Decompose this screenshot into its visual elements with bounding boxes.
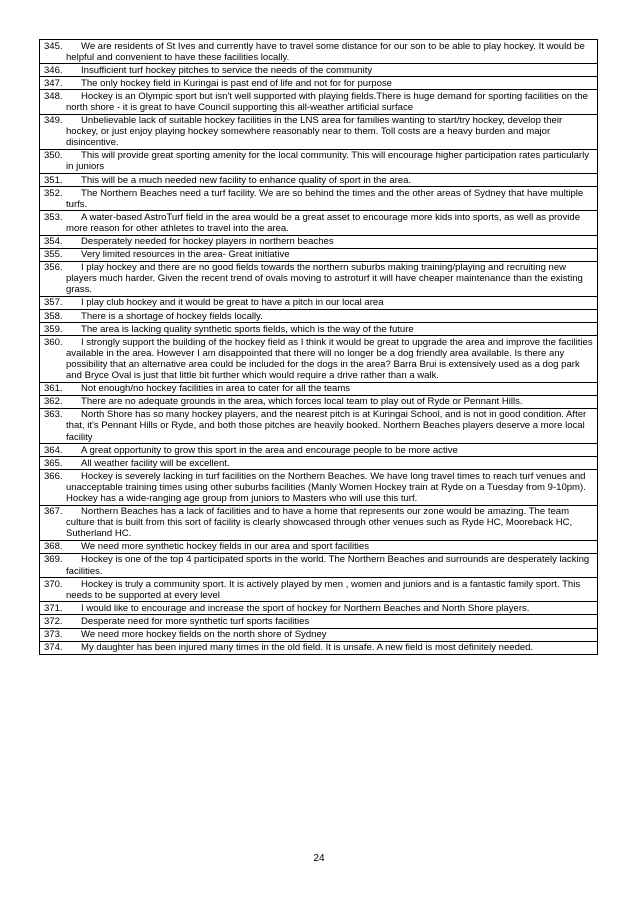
- table-row: [40, 336, 598, 382]
- response-text: Hockey is one of the top 4 participated sports in the world. The Northern Beaches and surrounds are desperately lacking facilities.: [66, 554, 590, 577]
- response-entry: [44, 212, 594, 234]
- table-row: [40, 149, 598, 173]
- table-row: [40, 457, 598, 470]
- response-entry: [44, 236, 594, 247]
- response-text: North Shore has so many hockey players, and the nearest pitch is at Kuringai School, and is not in good condition. After that, it's Pennant Hills or Ryde, and both those pitches are heavily booked. Northern Beaches players deserve a more local facility: [66, 409, 587, 443]
- response-number: 359.: [44, 323, 63, 335]
- response-cell: [40, 382, 598, 395]
- response-entry: [44, 78, 594, 89]
- response-cell: [40, 174, 598, 187]
- table-row: [40, 382, 598, 395]
- response-text: Insufficient turf hockey pitches to service the needs of the community: [81, 64, 373, 76]
- table-row: [40, 187, 598, 211]
- table-row: [40, 641, 598, 654]
- response-text: This will be a much needed new facility to enhance quality of sport in the area.: [81, 174, 412, 186]
- response-number: 352.: [44, 187, 63, 199]
- response-text: All weather facility will be excellent.: [81, 457, 230, 469]
- response-text: The Northern Beaches need a turf facility. We are so behind the times and the other areas of Sydney that have multiple turfs.: [66, 187, 584, 210]
- response-text: Hockey is truly a community sport. It is actively played by men , women and juniors and is a fantastic family sport. This needs to be supported at every level: [66, 578, 581, 601]
- response-cell: [40, 77, 598, 90]
- response-text: We need more synthetic hockey fields in our area and sport facilities: [81, 541, 369, 553]
- response-text: Not enough/no hockey facilities in area to cater for all the teams: [81, 383, 351, 395]
- response-number: 374.: [44, 642, 63, 654]
- response-number: 365.: [44, 457, 63, 469]
- response-entry: [44, 383, 594, 394]
- response-text: A water-based AstroTurf field in the area would be a great asset to encourage more kids into sports, as well as provide more reason for other athletes to travel into the area.: [66, 211, 581, 234]
- table-row: [40, 323, 598, 336]
- response-cell: [40, 336, 598, 382]
- response-entry: [44, 41, 594, 63]
- response-text: Desperately needed for hockey players in northern beaches: [81, 236, 334, 247]
- response-number: 373.: [44, 629, 63, 640]
- table-row: [40, 248, 598, 261]
- response-cell: [40, 248, 598, 261]
- response-number: 354.: [44, 236, 63, 247]
- response-entry: [44, 396, 594, 407]
- response-entry: [44, 249, 594, 260]
- response-cell: [40, 114, 598, 149]
- response-text: We are residents of St Ives and currently have to travel some distance for our son to be able to play hockey. It would be helpful and convenient to have these facilities locally.: [66, 40, 585, 63]
- table-row: [40, 578, 598, 602]
- response-cell: [40, 628, 598, 641]
- response-entry: [44, 471, 594, 504]
- response-text: Northern Beaches has a lack of facilities and to have a home that represents our zone would be amazing. The team culture that is built from this sort of facility is clearly showcased through other venues such as Ryde HC, Mooreback HC, Sutherland HC.: [66, 506, 573, 540]
- page-number: 24: [313, 853, 325, 864]
- response-entry: [44, 409, 594, 442]
- response-entry: [44, 65, 594, 76]
- response-cell: [40, 235, 598, 248]
- response-text: Unbelievable lack of suitable hockey facilities in the LNS area for families wanting to start/try hockey, develop their hockey, or just enjoy playing hockey somewhere reasonably near to them. Toll costs are a heavy burden and major disincentive.: [66, 115, 563, 149]
- response-cell: [40, 90, 598, 114]
- response-entry: [44, 297, 594, 308]
- response-text: The only hockey field in Kuringai is past end of life and not for for purpose: [81, 77, 392, 89]
- response-cell: [40, 553, 598, 577]
- response-cell: [40, 408, 598, 443]
- response-entry: [44, 115, 594, 148]
- response-cell: [40, 187, 598, 211]
- table-row: [40, 408, 598, 443]
- response-entry: [44, 458, 594, 469]
- response-entry: [44, 603, 594, 614]
- table-row: [40, 470, 598, 505]
- table-row: [40, 90, 598, 114]
- response-text: There is a shortage of hockey fields locally.: [81, 310, 263, 322]
- responses-table-body: [40, 40, 598, 655]
- response-number: 351.: [44, 174, 63, 186]
- response-entry: [44, 445, 594, 456]
- response-entry: [44, 616, 594, 627]
- response-entry: [44, 642, 594, 653]
- response-cell: [40, 296, 598, 309]
- response-cell: [40, 310, 598, 323]
- table-row: [40, 296, 598, 309]
- response-cell: [40, 457, 598, 470]
- response-text: We need more hockey fields on the north shore of Sydney: [81, 629, 327, 640]
- table-row: [40, 602, 598, 615]
- response-text: I play club hockey and it would be great to have a pitch in our local area: [81, 297, 384, 309]
- response-text: This will provide great sporting amenity for the local community. This will encourage higher participation rates particularly in juniors: [66, 150, 589, 173]
- response-entry: [44, 150, 594, 172]
- response-entry: [44, 554, 594, 576]
- response-number: 348.: [44, 90, 63, 102]
- response-entry: [44, 629, 594, 640]
- response-number: 367.: [44, 506, 63, 518]
- response-cell: [40, 40, 598, 64]
- response-number: 356.: [44, 262, 63, 274]
- table-row: [40, 395, 598, 408]
- table-row: [40, 211, 598, 235]
- response-cell: [40, 444, 598, 457]
- response-cell: [40, 540, 598, 553]
- response-number: 358.: [44, 310, 63, 322]
- response-entry: [44, 91, 594, 113]
- table-row: [40, 40, 598, 64]
- response-entry: [44, 311, 594, 322]
- response-number: 366.: [44, 470, 63, 482]
- response-number: 364.: [44, 444, 63, 456]
- response-number: 363.: [44, 409, 63, 421]
- response-number: 361.: [44, 383, 63, 395]
- table-row: [40, 540, 598, 553]
- response-number: 360.: [44, 336, 63, 348]
- table-row: [40, 628, 598, 641]
- response-entry: [44, 262, 594, 295]
- response-number: 353.: [44, 211, 63, 223]
- response-text: There are no adequate grounds in the area, which forces local team to play out of Ryde or Pennant Hills.: [81, 396, 523, 408]
- response-entry: [44, 506, 594, 539]
- response-number: 346.: [44, 64, 63, 76]
- response-text: Desperate need for more synthetic turf sports facilities: [81, 615, 310, 627]
- response-entry: [44, 324, 594, 335]
- response-cell: [40, 602, 598, 615]
- table-row: [40, 174, 598, 187]
- table-row: [40, 235, 598, 248]
- response-entry: [44, 188, 594, 210]
- table-row: [40, 114, 598, 149]
- response-entry: [44, 579, 594, 601]
- table-row: [40, 261, 598, 296]
- response-text: My daughter has been injured many times in the old field. It is unsafe. A new field is most definitely needed.: [81, 642, 534, 654]
- response-cell: [40, 261, 598, 296]
- response-cell: [40, 505, 598, 540]
- table-row: [40, 77, 598, 90]
- responses-table: [39, 39, 598, 655]
- response-number: 362.: [44, 396, 63, 408]
- table-row: [40, 444, 598, 457]
- response-text: The area is lacking quality synthetic sports fields, which is the way of the future: [81, 323, 414, 335]
- response-number: 345.: [44, 40, 63, 52]
- table-row: [40, 553, 598, 577]
- table-row: [40, 310, 598, 323]
- response-text: I strongly support the building of the hockey field as I think it would be great to upgrade the area and improve the facilities available in the area. However I am disappointed that there will no longer be a dog friendly area available. Is there any possibility that an alternative area could be included for the dogs in the area? Barra Brui is extensively used as a dog park and Bryce Oval is just that little bit further which would require a drive rather than a walk.: [66, 336, 593, 382]
- table-row: [40, 505, 598, 540]
- response-entry: [44, 175, 594, 186]
- response-number: 347.: [44, 77, 63, 89]
- response-cell: [40, 641, 598, 654]
- response-text: I play hockey and there are no good fields towards the northern suburbs making training/playing and recruiting new players much harder. Given the recent trend of ovals moving to astroturf it will have cheaper maintenance than the existing grass.: [66, 262, 583, 296]
- response-cell: [40, 64, 598, 77]
- response-text: A great opportunity to grow this sport in the area and encourage people to be more active: [81, 444, 458, 456]
- response-number: 370.: [44, 578, 63, 590]
- response-number: 369.: [44, 554, 63, 566]
- response-cell: [40, 578, 598, 602]
- response-text: Very limited resources in the area- Great initiative: [81, 249, 290, 261]
- response-number: 350.: [44, 150, 63, 162]
- response-text: Hockey is an Olympic sport but isn't well supported with playing fields.There is huge demand for sporting facilities on the north shore - it is great to have Council supporting this all-weather artificial surface: [66, 90, 588, 113]
- table-row: [40, 64, 598, 77]
- response-entry: [44, 337, 594, 381]
- response-entry: [44, 541, 594, 552]
- response-number: 355.: [44, 249, 63, 261]
- response-cell: [40, 470, 598, 505]
- response-number: 349.: [44, 115, 63, 127]
- document-page: [39, 39, 598, 655]
- response-number: 357.: [44, 297, 63, 309]
- response-cell: [40, 211, 598, 235]
- response-cell: [40, 395, 598, 408]
- response-cell: [40, 149, 598, 173]
- response-number: 368.: [44, 541, 63, 553]
- response-cell: [40, 323, 598, 336]
- response-number: 372.: [44, 615, 63, 627]
- table-row: [40, 615, 598, 628]
- response-text: I would like to encourage and increase the sport of hockey for Northern Beaches and North Shore players.: [81, 602, 530, 614]
- response-text: Hockey is severely lacking in turf facilities on the Northern Beaches. We have long travel times to reach turf venues and unacceptable training times using other suburbs facilities (Manly Women Hockey train at Ryde on a Tuesday from 9-10pm). Hockey has a wide-ranging age group from juniors to Masters who will use this turf.: [66, 470, 586, 504]
- response-cell: [40, 615, 598, 628]
- response-number: 371.: [44, 602, 63, 614]
